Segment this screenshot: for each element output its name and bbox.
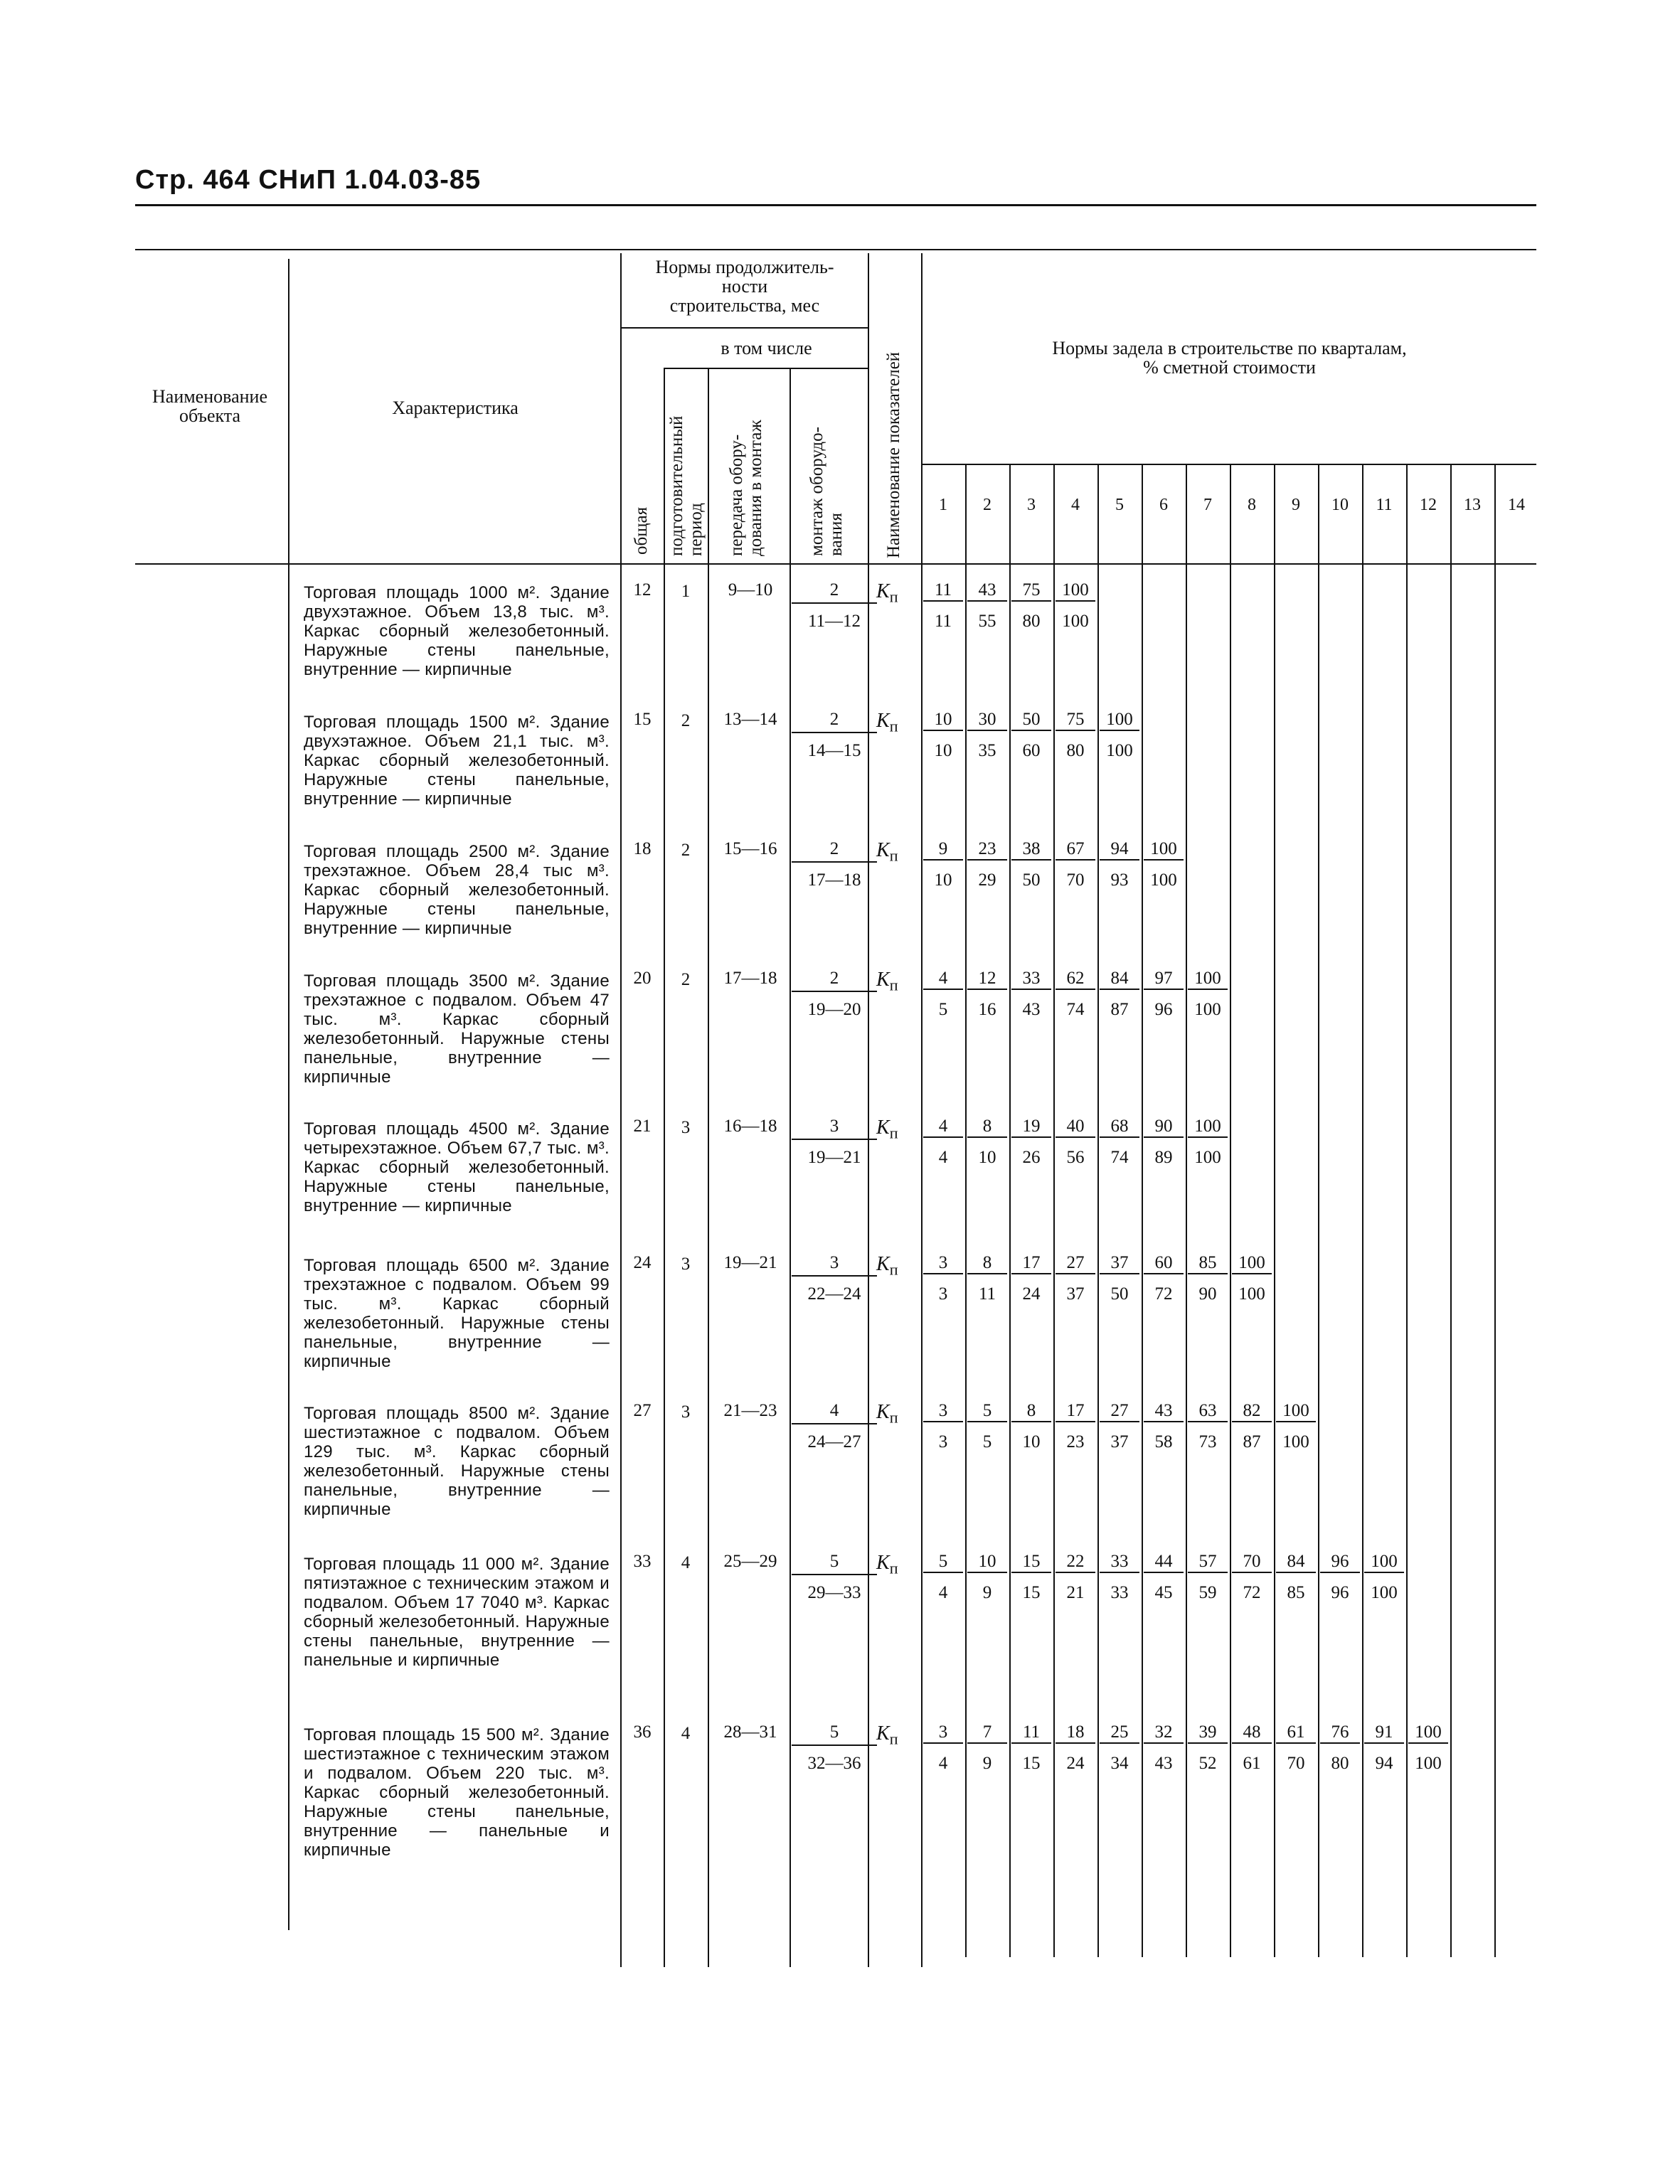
backlog-value-bottom: 50 xyxy=(1022,870,1041,890)
quarter-divider xyxy=(1142,464,1143,1957)
quarter-number: 3 xyxy=(1027,496,1036,514)
backlog-value-bottom: 56 xyxy=(1066,1148,1085,1167)
backlog-value-bottom: 37 xyxy=(1066,1284,1085,1304)
install-period: 32—36 xyxy=(807,1754,861,1773)
backlog-value-top: 94 xyxy=(1100,839,1139,861)
indicator-kp xyxy=(876,1552,898,1578)
backlog-value-top: 3 xyxy=(923,1253,963,1274)
duration-total: 18 xyxy=(633,839,652,858)
backlog-value-bottom: 70 xyxy=(1287,1754,1305,1773)
quarter-number: 2 xyxy=(983,496,991,514)
backlog-value-bottom: 4 xyxy=(938,1148,948,1167)
backlog-value-bottom: 15 xyxy=(1022,1583,1041,1602)
backlog-value-top: 75 xyxy=(1011,580,1051,602)
quarter-number: 9 xyxy=(1292,496,1300,514)
equipment-transfer: 13—14 xyxy=(723,710,777,729)
indicator-symbol: K xyxy=(876,1552,890,1574)
backlog-value-top: 96 xyxy=(1320,1552,1360,1573)
indicator-subscript: п xyxy=(889,1260,898,1279)
install-period: 11—12 xyxy=(807,612,861,631)
indicator-kp xyxy=(876,710,898,736)
quarter-divider xyxy=(1274,464,1275,1957)
backlog-value-bottom: 43 xyxy=(1154,1754,1173,1773)
backlog-value-top: 22 xyxy=(1056,1552,1095,1573)
prep-period: 2 xyxy=(681,841,691,860)
backlog-value-bottom: 94 xyxy=(1375,1754,1393,1773)
duration-total: 24 xyxy=(633,1253,652,1272)
backlog-value-bottom: 33 xyxy=(1110,1583,1129,1602)
backlog-value-top: 48 xyxy=(1232,1722,1272,1744)
backlog-value-top: 40 xyxy=(1056,1117,1095,1138)
backlog-value-top: 17 xyxy=(1056,1401,1095,1422)
backlog-value-bottom: 21 xyxy=(1066,1583,1085,1602)
col-header-characteristic: Характеристика xyxy=(392,398,519,418)
object-description: Торговая площадь 1500 м². Здание двухэтажное. Объем 21,1 тыс. м³. Каркас сборный железобетонный. Наружные стены панельные, внутренние — кирпичные xyxy=(304,713,610,809)
quarter-number: 10 xyxy=(1331,496,1349,514)
indicator-symbol: K xyxy=(876,710,890,732)
backlog-value-top: 27 xyxy=(1100,1401,1139,1422)
install-start: 4 xyxy=(792,1401,877,1424)
backlog-value-bottom: 24 xyxy=(1066,1754,1085,1773)
backlog-value-bottom: 100 xyxy=(1062,612,1089,631)
backlog-value-bottom: 80 xyxy=(1331,1754,1349,1773)
indicator-subscript: п xyxy=(889,587,898,606)
col-divider-transfer xyxy=(790,368,791,1967)
backlog-value-bottom: 60 xyxy=(1022,741,1041,760)
backlog-value-bottom: 23 xyxy=(1066,1432,1085,1451)
quarter-number: 1 xyxy=(939,496,947,514)
backlog-value-top: 68 xyxy=(1100,1117,1139,1138)
object-description: Торговая площадь 15 500 м². Здание шестиэтажное с техническим этажом и подвалом. Объем 220 тыс. м³. Каркас сборный железобетонный. Наружные стены панельные, внутренние — панельные и кирпичные xyxy=(304,1725,610,1860)
backlog-value-bottom: 100 xyxy=(1238,1284,1265,1304)
indicator-subscript: п xyxy=(889,1408,898,1427)
col-divider-indicator xyxy=(921,253,923,1967)
col-header-in-that: в том числе xyxy=(721,338,812,358)
backlog-value-top: 27 xyxy=(1056,1253,1095,1274)
backlog-value-bottom: 16 xyxy=(978,1000,996,1019)
backlog-value-top: 97 xyxy=(1144,969,1184,990)
backlog-value-top: 90 xyxy=(1144,1117,1184,1138)
backlog-value-top: 33 xyxy=(1100,1552,1139,1573)
backlog-value-top: 100 xyxy=(1100,710,1139,731)
backlog-value-bottom: 24 xyxy=(1022,1284,1041,1304)
quarter-number: 8 xyxy=(1248,496,1256,514)
backlog-value-top: 50 xyxy=(1011,710,1051,731)
install-start: 2 xyxy=(792,710,877,733)
backlog-value-top: 39 xyxy=(1188,1722,1228,1744)
backlog-value-top: 43 xyxy=(967,580,1007,602)
backlog-value-bottom: 59 xyxy=(1198,1583,1217,1602)
col-header-transfer: передача обору- дования в монтаж xyxy=(727,420,765,556)
backlog-value-bottom: 72 xyxy=(1243,1583,1261,1602)
backlog-value-top: 8 xyxy=(1011,1401,1051,1422)
backlog-value-top: 11 xyxy=(1011,1722,1051,1744)
col-divider-char xyxy=(620,253,622,1967)
backlog-value-top: 33 xyxy=(1011,969,1051,990)
object-description: Торговая площадь 3500 м². Здание трехэтажное с подвалом. Объем 47 тыс. м³. Каркас сборный железобетонный. Наружные стены панельные, внутренние — кирпичные xyxy=(304,971,610,1087)
install-start: 3 xyxy=(792,1117,877,1140)
backlog-value-top: 60 xyxy=(1144,1253,1184,1274)
backlog-value-top: 100 xyxy=(1232,1253,1272,1274)
backlog-value-top: 84 xyxy=(1276,1552,1316,1573)
prep-period: 3 xyxy=(681,1255,691,1274)
backlog-value-top: 5 xyxy=(967,1401,1007,1422)
quarters-subrule xyxy=(921,464,1536,465)
indicator-subscript: п xyxy=(889,1559,898,1577)
object-description: Торговая площадь 8500 м². Здание шестиэтажное с подвалом. Объем 129 тыс. м³. Каркас сборный железобетонный. Наружные стены панельные, внутренние — кирпичные xyxy=(304,1404,610,1519)
install-start: 2 xyxy=(792,580,877,604)
prep-period: 2 xyxy=(681,970,691,989)
col-header-name: Наименование объекта xyxy=(152,386,267,426)
quarter-number: 14 xyxy=(1508,496,1525,514)
backlog-value-bottom: 96 xyxy=(1154,1000,1173,1019)
backlog-value-top: 100 xyxy=(1408,1722,1448,1744)
col-divider-name xyxy=(288,259,289,1930)
equipment-transfer: 25—29 xyxy=(723,1552,777,1571)
backlog-value-top: 10 xyxy=(967,1552,1007,1573)
quarter-divider xyxy=(1230,464,1231,1957)
backlog-value-top: 3 xyxy=(923,1401,963,1422)
quarter-divider xyxy=(1097,464,1099,1957)
duration-subrule xyxy=(620,327,868,329)
backlog-value-bottom: 100 xyxy=(1282,1432,1309,1451)
quarter-divider xyxy=(1450,464,1452,1957)
backlog-value-top: 7 xyxy=(967,1722,1007,1744)
indicator-kp xyxy=(876,969,898,995)
quarter-divider xyxy=(1186,464,1187,1957)
backlog-value-top: 63 xyxy=(1188,1401,1228,1422)
equipment-transfer: 9—10 xyxy=(728,580,773,600)
backlog-value-bottom: 100 xyxy=(1150,870,1177,890)
duration-total: 21 xyxy=(633,1117,652,1136)
indicator-symbol: K xyxy=(876,839,890,861)
prep-period: 4 xyxy=(681,1724,691,1743)
backlog-value-top: 91 xyxy=(1364,1722,1404,1744)
install-start: 3 xyxy=(792,1253,877,1277)
indicator-kp xyxy=(876,839,898,865)
backlog-value-top: 9 xyxy=(923,839,963,861)
duration-total: 15 xyxy=(633,710,652,729)
table-top-rule xyxy=(135,249,1536,250)
duration-total: 27 xyxy=(633,1401,652,1420)
backlog-value-top: 67 xyxy=(1056,839,1095,861)
install-start: 5 xyxy=(792,1552,877,1575)
quarter-number: 12 xyxy=(1420,496,1437,514)
backlog-value-bottom: 74 xyxy=(1066,1000,1085,1019)
backlog-value-top: 3 xyxy=(923,1722,963,1744)
indicator-kp xyxy=(876,1117,898,1143)
object-description: Торговая площадь 11 000 м². Здание пятиэтажное с техническим этажом и подвалом. Объем 17 7040 м³. Каркас сборный железобетонный. Наружные стены панельные, внутренние — панельные и кирпичные xyxy=(304,1555,610,1670)
backlog-value-bottom: 43 xyxy=(1022,1000,1041,1019)
quarter-number: 5 xyxy=(1115,496,1124,514)
indicator-subscript: п xyxy=(889,976,898,994)
backlog-value-bottom: 11 xyxy=(978,1284,996,1304)
backlog-value-top: 43 xyxy=(1144,1401,1184,1422)
install-period: 22—24 xyxy=(807,1284,861,1304)
backlog-value-top: 5 xyxy=(923,1552,963,1573)
backlog-value-bottom: 61 xyxy=(1243,1754,1261,1773)
indicator-kp xyxy=(876,1401,898,1427)
backlog-value-top: 37 xyxy=(1100,1253,1139,1274)
col-divider-prep xyxy=(708,368,709,1967)
quarter-number: 7 xyxy=(1203,496,1212,514)
quarter-divider xyxy=(1494,464,1496,1957)
backlog-value-bottom: 4 xyxy=(938,1583,948,1602)
backlog-value-bottom: 100 xyxy=(1106,741,1133,760)
install-period: 29—33 xyxy=(807,1583,861,1602)
equipment-transfer: 17—18 xyxy=(723,969,777,988)
equipment-transfer: 15—16 xyxy=(723,839,777,858)
backlog-value-bottom: 50 xyxy=(1110,1284,1129,1304)
backlog-value-top: 18 xyxy=(1056,1722,1095,1744)
backlog-value-bottom: 45 xyxy=(1154,1583,1173,1602)
backlog-value-bottom: 85 xyxy=(1287,1583,1305,1602)
quarter-number: 4 xyxy=(1071,496,1080,514)
indicator-subscript: п xyxy=(889,1124,898,1142)
backlog-value-bottom: 9 xyxy=(982,1583,992,1602)
quarter-number: 6 xyxy=(1159,496,1168,514)
indicator-kp xyxy=(876,1722,898,1749)
backlog-value-top: 38 xyxy=(1011,839,1051,861)
prep-period: 1 xyxy=(681,582,691,601)
equipment-transfer: 16—18 xyxy=(723,1117,777,1136)
install-start: 5 xyxy=(792,1722,877,1746)
quarter-divider xyxy=(1362,464,1363,1957)
indicator-symbol: K xyxy=(876,580,890,602)
quarter-divider xyxy=(1009,464,1011,1957)
backlog-value-top: 70 xyxy=(1232,1552,1272,1573)
backlog-value-bottom: 70 xyxy=(1066,870,1085,890)
duration-total: 12 xyxy=(633,580,652,600)
backlog-value-bottom: 80 xyxy=(1066,741,1085,760)
backlog-value-top: 19 xyxy=(1011,1117,1051,1138)
duration-total: 36 xyxy=(633,1722,652,1742)
backlog-value-top: 62 xyxy=(1056,969,1095,990)
backlog-value-bottom: 100 xyxy=(1194,1000,1221,1019)
col-header-indicator: Наименование показателей xyxy=(884,351,903,558)
object-description: Торговая площадь 1000 м². Здание двухэтажное. Объем 13,8 тыс. м³. Каркас сборный железобетонный. Наружные стены панельные, внутренние — кирпичные xyxy=(304,583,610,679)
backlog-value-top: 61 xyxy=(1276,1722,1316,1744)
backlog-value-top: 100 xyxy=(1056,580,1095,602)
backlog-value-bottom: 89 xyxy=(1154,1148,1173,1167)
install-period: 17—18 xyxy=(807,870,861,890)
quarter-divider xyxy=(1053,464,1055,1957)
install-period: 24—27 xyxy=(807,1432,861,1451)
backlog-value-bottom: 93 xyxy=(1110,870,1129,890)
col-divider-install xyxy=(868,253,869,1967)
backlog-value-top: 75 xyxy=(1056,710,1095,731)
backlog-value-bottom: 10 xyxy=(1022,1432,1041,1451)
backlog-value-bottom: 100 xyxy=(1415,1754,1442,1773)
backlog-value-bottom: 87 xyxy=(1110,1000,1129,1019)
backlog-value-top: 100 xyxy=(1188,969,1228,990)
page-title: Стр. 464 СНиП 1.04.03-85 xyxy=(135,165,482,195)
backlog-value-top: 84 xyxy=(1100,969,1139,990)
backlog-value-bottom: 29 xyxy=(978,870,996,890)
backlog-value-bottom: 96 xyxy=(1331,1583,1349,1602)
backlog-value-bottom: 10 xyxy=(978,1148,996,1167)
backlog-value-top: 32 xyxy=(1144,1722,1184,1744)
indicator-subscript: п xyxy=(889,717,898,735)
backlog-value-top: 44 xyxy=(1144,1552,1184,1573)
in-that-subrule xyxy=(664,368,868,369)
quarter-number: 11 xyxy=(1376,496,1393,514)
header-bottom-rule xyxy=(135,563,1536,565)
backlog-value-top: 100 xyxy=(1144,839,1184,861)
backlog-value-bottom: 80 xyxy=(1022,612,1041,631)
backlog-value-bottom: 15 xyxy=(1022,1754,1041,1773)
backlog-value-bottom: 73 xyxy=(1198,1432,1217,1451)
object-description: Торговая площадь 2500 м². Здание трехэтажное. Объем 28,4 тыс м³. Каркас сборный железобетонный. Наружные стены панельные, внутренние — кирпичные xyxy=(304,842,610,938)
backlog-value-top: 30 xyxy=(967,710,1007,731)
backlog-value-top: 100 xyxy=(1276,1401,1316,1422)
duration-total: 33 xyxy=(633,1552,652,1571)
backlog-value-bottom: 100 xyxy=(1371,1583,1398,1602)
install-start: 2 xyxy=(792,839,877,863)
duration-total: 20 xyxy=(633,969,652,988)
install-start: 2 xyxy=(792,969,877,992)
object-description: Торговая площадь 4500 м². Здание четырехэтажное. Объем 67,7 тыс. м³. Каркас сборный железобетонный. Наружные стены панельные, внутренние — кирпичные xyxy=(304,1119,610,1215)
backlog-value-top: 4 xyxy=(923,1117,963,1138)
quarter-divider xyxy=(1318,464,1319,1957)
backlog-value-bottom: 90 xyxy=(1198,1284,1217,1304)
backlog-value-bottom: 35 xyxy=(978,741,996,760)
indicator-symbol: K xyxy=(876,1117,890,1139)
backlog-value-bottom: 10 xyxy=(934,741,952,760)
prep-period: 3 xyxy=(681,1118,691,1137)
col-header-prep: подготовительный период xyxy=(667,415,706,556)
quarter-divider xyxy=(1406,464,1408,1957)
indicator-subscript: п xyxy=(889,1730,898,1748)
backlog-value-top: 8 xyxy=(967,1117,1007,1138)
backlog-value-top: 85 xyxy=(1188,1253,1228,1274)
install-period: 14—15 xyxy=(807,741,861,760)
indicator-symbol: K xyxy=(876,1401,890,1423)
indicator-symbol: K xyxy=(876,969,890,991)
backlog-value-bottom: 34 xyxy=(1110,1754,1129,1773)
backlog-value-bottom: 87 xyxy=(1243,1432,1261,1451)
prep-period: 3 xyxy=(681,1402,691,1422)
backlog-value-top: 10 xyxy=(923,710,963,731)
backlog-value-bottom: 4 xyxy=(938,1754,948,1773)
backlog-value-bottom: 55 xyxy=(978,612,996,631)
header-rule xyxy=(135,204,1536,206)
backlog-value-bottom: 3 xyxy=(938,1432,948,1451)
backlog-value-top: 57 xyxy=(1188,1552,1228,1573)
quarter-number: 13 xyxy=(1464,496,1481,514)
backlog-value-bottom: 52 xyxy=(1198,1754,1217,1773)
backlog-value-top: 76 xyxy=(1320,1722,1360,1744)
backlog-value-top: 8 xyxy=(967,1253,1007,1274)
backlog-value-top: 100 xyxy=(1188,1117,1228,1138)
backlog-value-top: 82 xyxy=(1232,1401,1272,1422)
install-period: 19—21 xyxy=(807,1148,861,1167)
backlog-value-bottom: 58 xyxy=(1154,1432,1173,1451)
backlog-value-bottom: 3 xyxy=(938,1284,948,1304)
equipment-transfer: 21—23 xyxy=(723,1401,777,1420)
backlog-value-top: 25 xyxy=(1100,1722,1139,1744)
object-description: Торговая площадь 6500 м². Здание трехэтажное с подвалом. Объем 99 тыс. м³. Каркас сборный железобетонный. Наружные стены панельные, внутренние — кирпичные xyxy=(304,1256,610,1371)
prep-period: 4 xyxy=(681,1553,691,1572)
col-header-install: монтаж оборудо- вания xyxy=(807,427,846,556)
equipment-transfer: 19—21 xyxy=(723,1253,777,1272)
col-header-duration: Нормы продолжитель- ности строительства, мес xyxy=(655,257,834,316)
backlog-value-bottom: 11 xyxy=(934,612,952,631)
backlog-value-bottom: 72 xyxy=(1154,1284,1173,1304)
backlog-value-top: 4 xyxy=(923,969,963,990)
backlog-value-bottom: 9 xyxy=(982,1754,992,1773)
indicator-kp xyxy=(876,1253,898,1279)
backlog-value-bottom: 37 xyxy=(1110,1432,1129,1451)
backlog-value-bottom: 26 xyxy=(1022,1148,1041,1167)
backlog-value-bottom: 5 xyxy=(938,1000,948,1019)
quarter-divider xyxy=(965,464,967,1957)
backlog-value-bottom: 10 xyxy=(934,870,952,890)
indicator-subscript: п xyxy=(889,846,898,865)
col-header-backlog: Нормы задела в строительстве по кварталам, % сметной стоимости xyxy=(1052,338,1407,378)
backlog-value-top: 15 xyxy=(1011,1552,1051,1573)
backlog-value-bottom: 100 xyxy=(1194,1148,1221,1167)
prep-period: 2 xyxy=(681,711,691,730)
indicator-symbol: K xyxy=(876,1253,890,1275)
backlog-value-top: 100 xyxy=(1364,1552,1404,1573)
backlog-value-top: 23 xyxy=(967,839,1007,861)
backlog-value-top: 12 xyxy=(967,969,1007,990)
backlog-value-top: 11 xyxy=(923,580,963,602)
backlog-value-top: 17 xyxy=(1011,1253,1051,1274)
indicator-symbol: K xyxy=(876,1722,890,1744)
install-period: 19—20 xyxy=(807,1000,861,1019)
col-header-total: общая xyxy=(632,506,651,555)
indicator-kp xyxy=(876,580,898,607)
backlog-value-bottom: 5 xyxy=(982,1432,992,1451)
equipment-transfer: 28—31 xyxy=(723,1722,777,1742)
backlog-value-bottom: 74 xyxy=(1110,1148,1129,1167)
